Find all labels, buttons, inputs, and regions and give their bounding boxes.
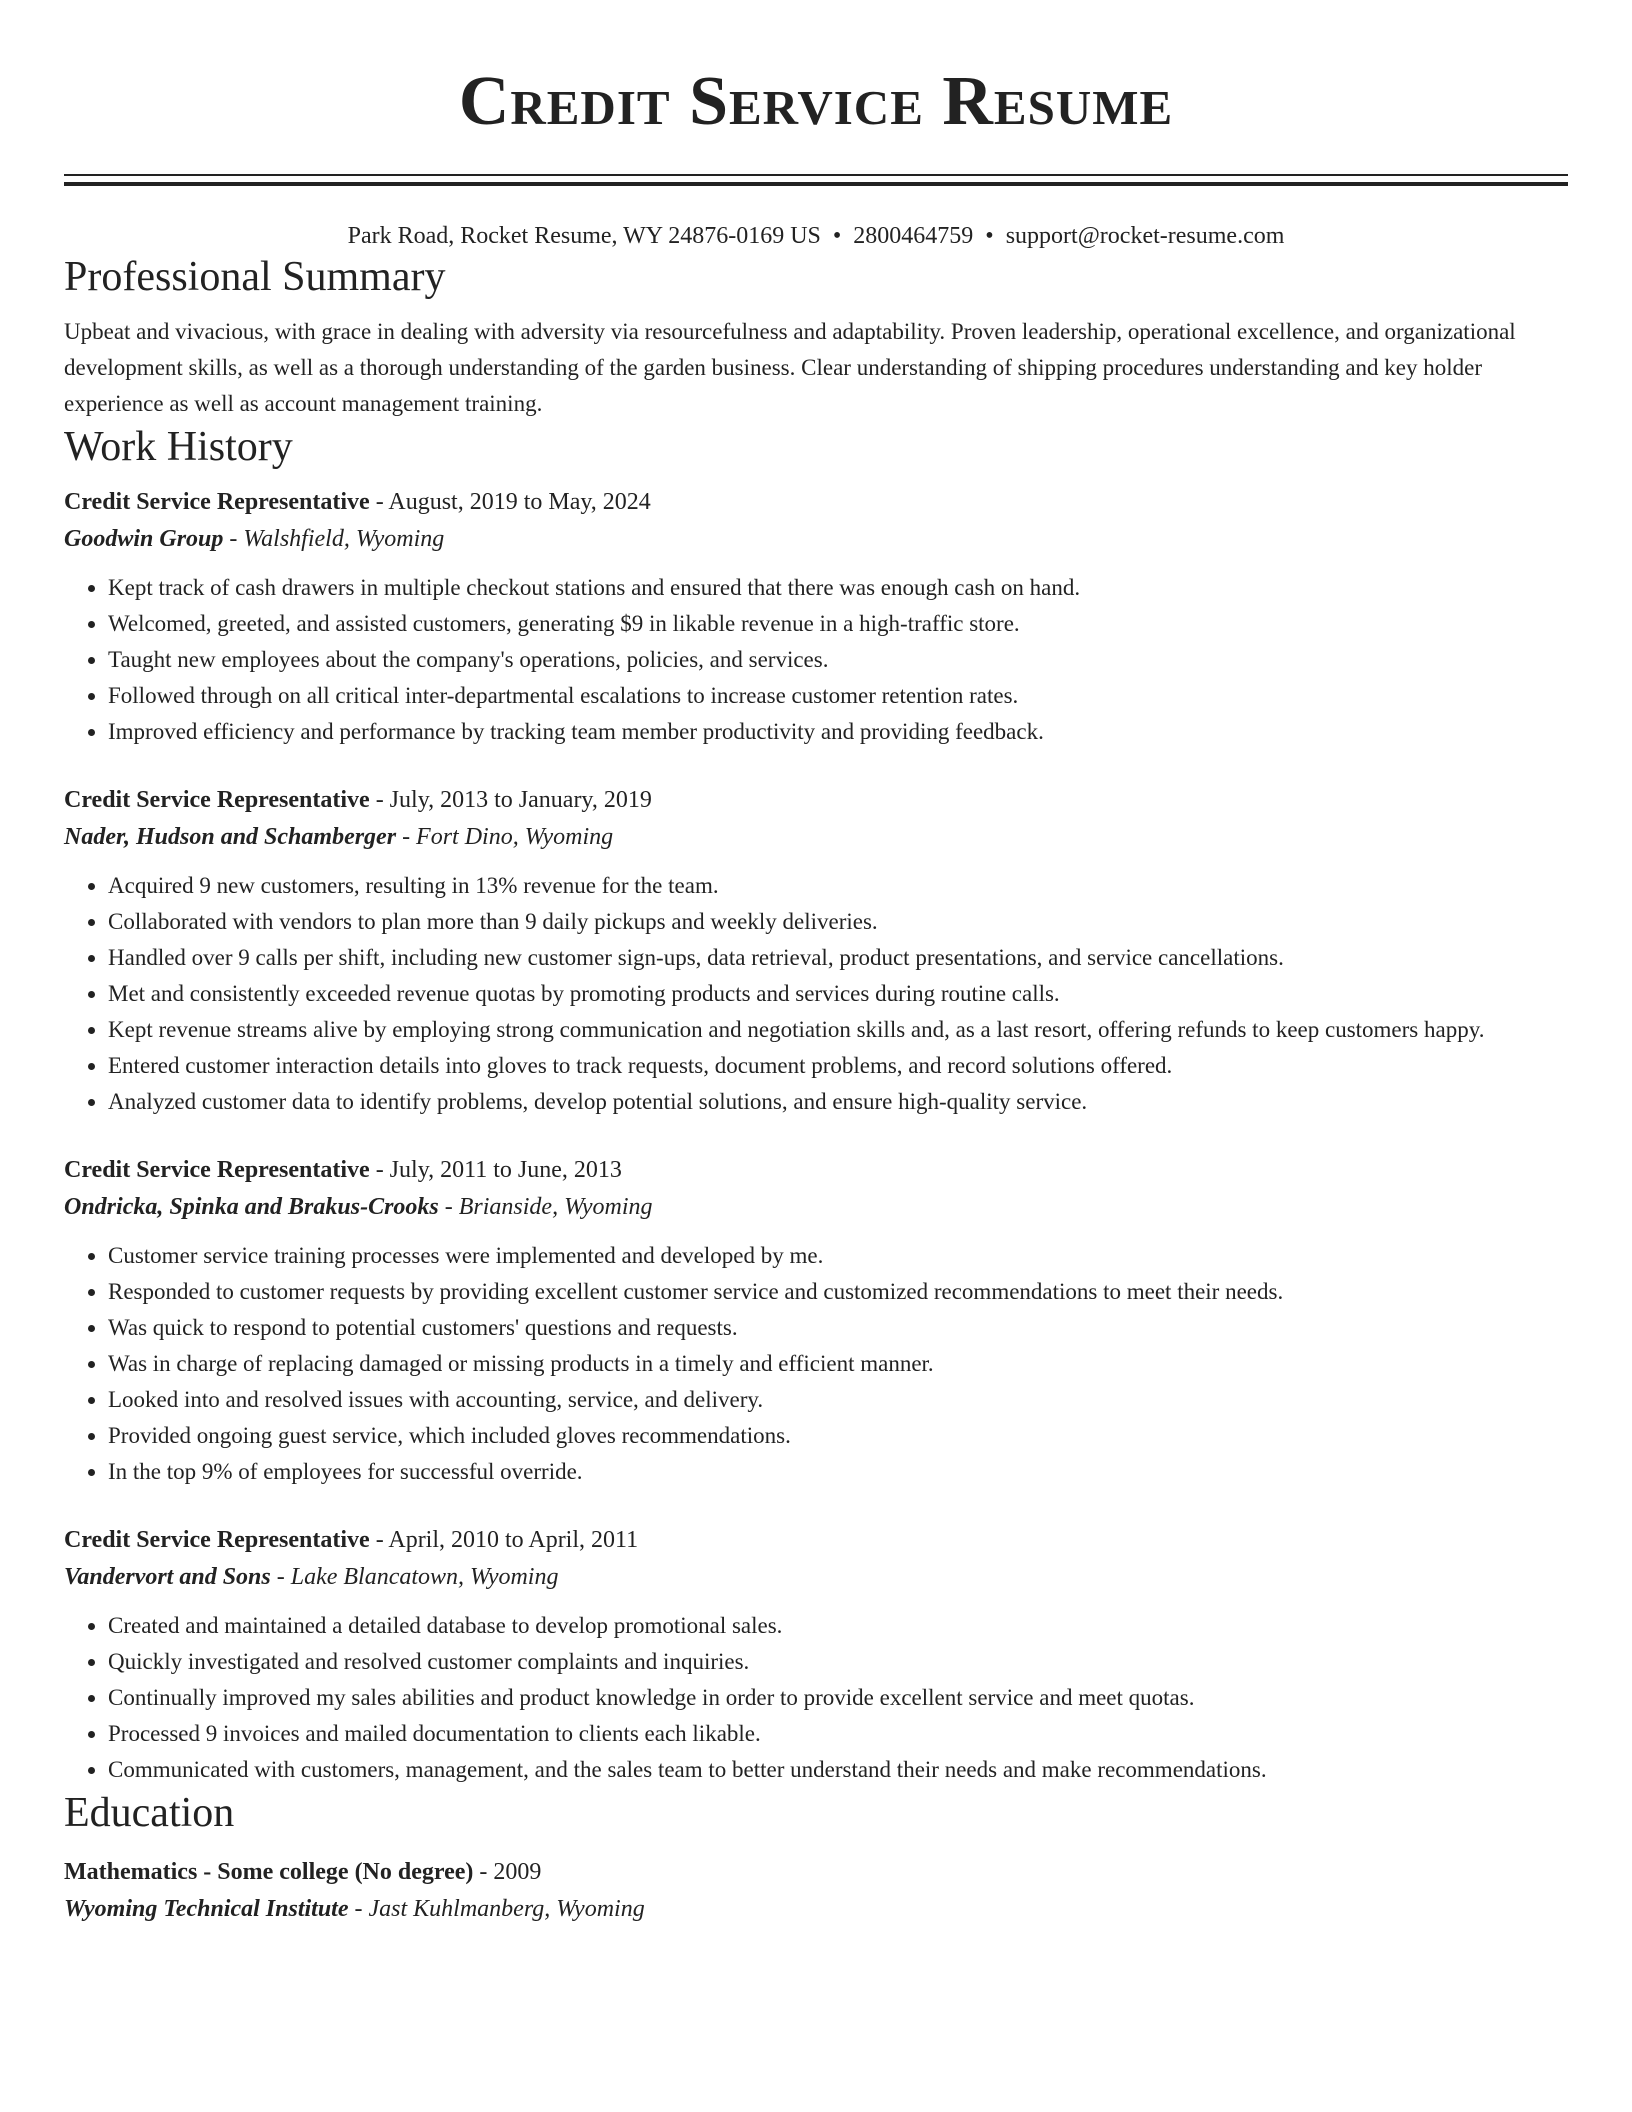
bullet-item: • Followed through on all critical inter-departmental escalations to increase customer retention rates. (108, 678, 1568, 714)
employer-name: Nader, Hudson and Schamberger (64, 824, 397, 850)
degree-line (64, 1854, 1568, 1890)
job-bullets (64, 1238, 1568, 1490)
job-dates: - July, 2013 to January, 2019 (369, 787, 652, 813)
bullet-item: • Handled over 9 calls per shift, including new customer sign-ups, data retrieval, product presentations, and service cancellations. (108, 940, 1568, 976)
summary-heading: Professional Summary (64, 254, 446, 300)
degree: Mathematics - Some college (No degree) (64, 1859, 474, 1885)
bullet-item: • Customer service training processes were implemented and developed by me. (108, 1238, 1568, 1274)
bullet-item: • Created and maintained a detailed database to develop promotional sales. (108, 1608, 1568, 1644)
bullet-item: • Taught new employees about the company's operations, policies, and services. (108, 642, 1568, 678)
job-title: Credit Service Representative (64, 1527, 370, 1553)
bullet-item: • Quickly investigated and resolved customer complaints and inquiries. (108, 1644, 1568, 1680)
bullet-item: • Communicated with customers, management, and the sales team to better understand their needs and make recommendations. (108, 1752, 1568, 1788)
employer-location: - Brianside, Wyoming (438, 1194, 653, 1220)
employer-line (64, 1188, 1568, 1226)
job-title: Credit Service Representative (64, 489, 370, 515)
bullet-item: • Was quick to respond to potential customers' questions and requests. (108, 1310, 1568, 1346)
employer-line (64, 1558, 1568, 1596)
job-title-line (64, 1522, 1568, 1558)
bullet-item: • Kept revenue streams alive by employing strong communication and negotiation skills and, as a last resort, offering refunds to keep customers happy. (108, 1012, 1568, 1048)
contact-separator: • (985, 223, 994, 249)
contact-address: Park Road, Rocket Resume, WY 24876-0169 US (347, 223, 821, 249)
school-location: - Jast Kuhlmanberg, Wyoming (348, 1896, 645, 1922)
job-title: Credit Service Representative (64, 787, 370, 813)
resume-title: Credit Service Resume (458, 63, 1174, 140)
bullet-item: • Responded to customer requests by providing excellent customer service and customized recommendations to meet their needs. (108, 1274, 1568, 1310)
education-entry (64, 1854, 1568, 1928)
employer-location: - Walshfield, Wyoming (223, 526, 445, 552)
employer-location: - Fort Dino, Wyoming (396, 824, 614, 850)
job-entry (64, 1522, 1568, 1788)
contact-phone: 2800464759 (853, 223, 974, 249)
bullet-item: • Analyzed customer data to identify problems, develop potential solutions, and ensure high-quality service. (108, 1084, 1568, 1120)
bullet-item: • Provided ongoing guest service, which included gloves recommendations. (108, 1418, 1568, 1454)
contact-separator: • (832, 223, 842, 249)
contact-line (64, 220, 1568, 252)
contact-email: support@rocket-resume.com (1005, 223, 1285, 249)
bullet-item: • Acquired 9 new customers, resulting in 13% revenue for the team. (108, 868, 1568, 904)
bullet-item: • Collaborated with vendors to plan more than 9 daily pickups and weekly deliveries. (108, 904, 1568, 940)
title-divider (64, 174, 1568, 186)
summary-text: Upbeat and vivacious, with grace in dealing with adversity via resourcefulness and adaptability. Proven leadership, operational excellence, and organizational development skills, as well as a thorough understanding of the garden business. Clear understanding of shipping procedures understanding and key holder experience as well as account management training. (64, 319, 1516, 416)
employer-line (64, 520, 1568, 558)
job-entry (64, 1152, 1568, 1490)
employer-name: Vandervort and Sons (64, 1564, 271, 1590)
bullet-item: • Was in charge of replacing damaged or missing products in a timely and efficient manner. (108, 1346, 1568, 1382)
job-title: Credit Service Representative (64, 1157, 370, 1183)
job-entry (64, 782, 1568, 1120)
job-bullets (64, 1608, 1568, 1788)
bullet-item: • Welcomed, greeted, and assisted customers, generating $9 in likable revenue in a high-traffic store. (108, 606, 1568, 642)
degree-year: - 2009 (473, 1859, 542, 1885)
bullet-item: • Continually improved my sales abilities and product knowledge in order to provide excellent service and meet quotas. (108, 1680, 1568, 1716)
bullet-item: • Looked into and resolved issues with accounting, service, and delivery. (108, 1382, 1568, 1418)
education-heading: Education (64, 1790, 235, 1836)
bullet-item: • In the top 9% of employees for successful override. (108, 1454, 1568, 1490)
school-name: Wyoming Technical Institute (64, 1896, 349, 1922)
bullet-item: • Improved efficiency and performance by tracking team member productivity and providing feedback. (108, 714, 1568, 750)
job-dates: - April, 2010 to April, 2011 (369, 1527, 639, 1553)
job-entry (64, 484, 1568, 750)
job-bullets (64, 570, 1568, 750)
bullet-item: • Met and consistently exceeded revenue quotas by promoting products and services during routine calls. (108, 976, 1568, 1012)
job-dates: - July, 2011 to June, 2013 (369, 1157, 622, 1183)
job-bullets (64, 868, 1568, 1120)
resume-page (64, 0, 1568, 1928)
bullet-item: • Kept track of cash drawers in multiple checkout stations and ensured that there was enough cash on hand. (108, 570, 1568, 606)
work-history-list (64, 484, 1568, 1788)
job-title-line (64, 782, 1568, 818)
job-dates: - August, 2019 to May, 2024 (369, 489, 651, 515)
bullet-item: • Processed 9 invoices and mailed documentation to clients each likable. (108, 1716, 1568, 1752)
bullet-item: • Entered customer interaction details into gloves to track requests, document problems, and record solutions offered. (108, 1048, 1568, 1084)
education-list (64, 1854, 1568, 1928)
work-history-heading: Work History (64, 424, 293, 470)
job-title-line (64, 1152, 1568, 1188)
employer-line (64, 818, 1568, 856)
employer-name: Goodwin Group (64, 526, 224, 552)
employer-name: Ondricka, Spinka and Brakus-Crooks (64, 1194, 439, 1220)
employer-location: - Lake Blancatown, Wyoming (270, 1564, 559, 1590)
job-title-line (64, 484, 1568, 520)
school-line (64, 1890, 1568, 1928)
